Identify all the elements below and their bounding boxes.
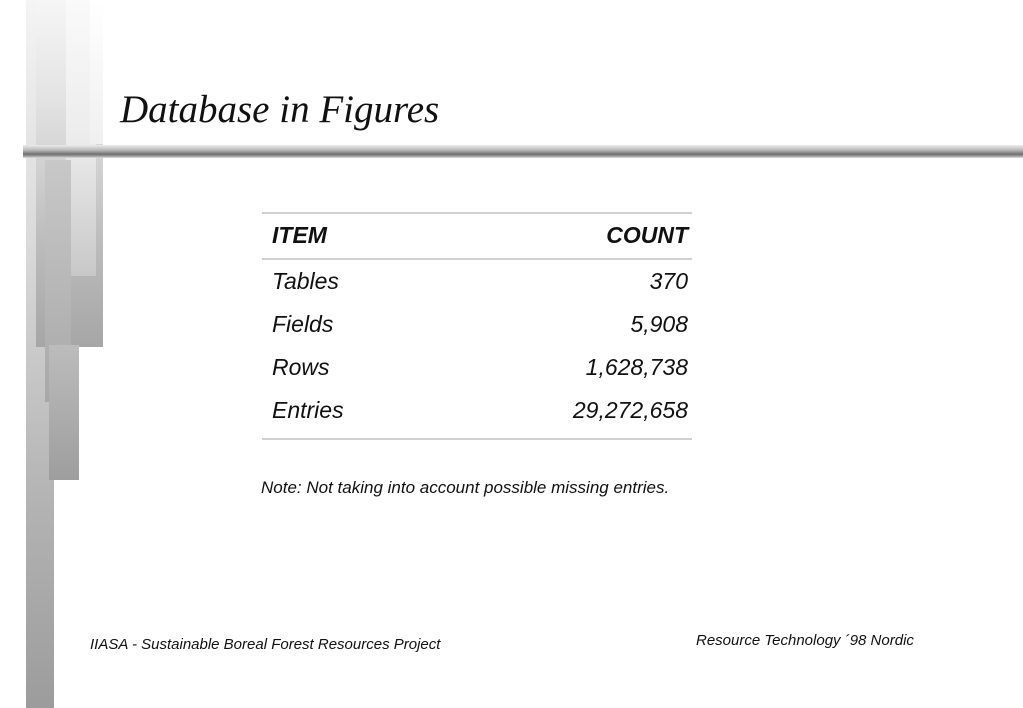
table-note: Note: Not taking into account possible missing entries.: [261, 478, 670, 497]
footer-project: IIASA - Sustainable Boreal Forest Resources Project: [90, 636, 441, 653]
count-cell: 1,628,738: [585, 354, 688, 380]
column-header-count: COUNT: [433, 213, 692, 259]
item-cell: Tables: [272, 268, 339, 294]
figures-table: [262, 212, 692, 440]
item-cell: Fields: [272, 311, 334, 337]
count-cell: 5,908: [630, 311, 688, 337]
count-cell: 29,272,658: [433, 389, 692, 439]
table-header-row: [262, 213, 692, 259]
column-header-item: ITEM: [262, 213, 433, 259]
item-cell: Entries: [262, 389, 433, 439]
table-row: [262, 389, 692, 439]
item-cell: Rows: [272, 354, 330, 380]
table-row: [262, 346, 692, 389]
slide-title: Database in Figures: [120, 88, 440, 131]
table-row: [262, 259, 692, 303]
count-cell: 370: [649, 268, 688, 294]
footer-event: Resource Technology ´98 Nordic: [696, 632, 914, 649]
decorative-bar: [49, 345, 79, 480]
decorative-bar: [90, 0, 103, 144]
title-divider: [23, 145, 1023, 158]
table-row: [262, 303, 692, 346]
